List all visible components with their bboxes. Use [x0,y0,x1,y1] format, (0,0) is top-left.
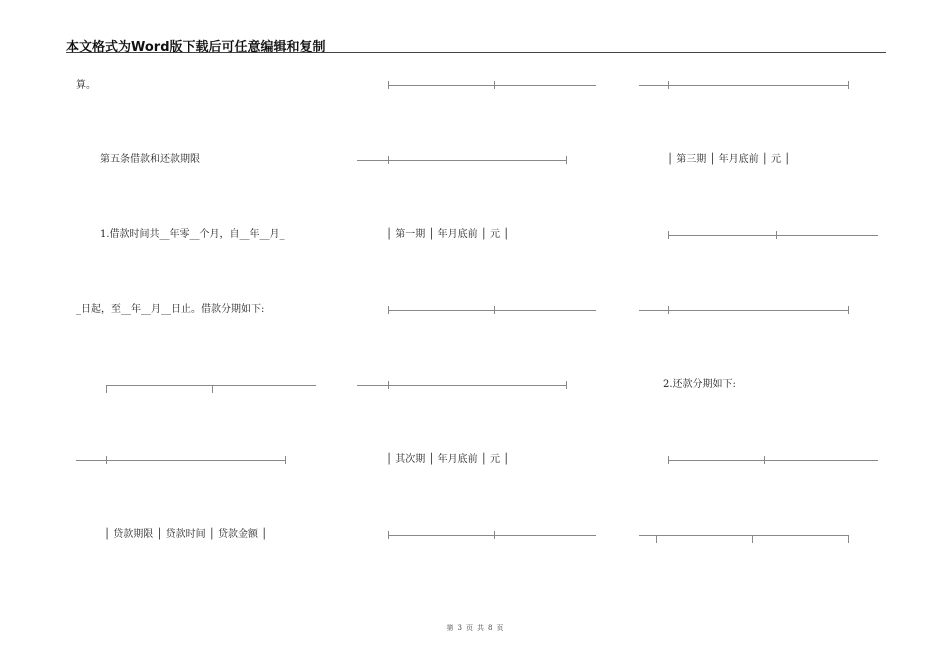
table-tick [752,535,753,543]
table-rule [388,85,596,86]
table-header-row: │ 贷款期限 │ 贷款时间 │ 贷款金额 │ [104,529,268,540]
article-title: 第五条借款和还款期限 [100,154,200,165]
table-tick [106,385,107,393]
table-tick [848,535,849,543]
table-tick [388,381,389,389]
table-rule [639,310,849,311]
table-row-second: │ 其次期 │ 年月底前 │ 元 │ [386,454,510,465]
footer-page-number: 3 [457,624,462,632]
table-tick [388,156,389,164]
loan-term-line-1: 1.借款时间共__年零__个月，自__年__月_ [100,229,285,240]
table-tick [388,306,389,314]
text-suan: 算。 [76,80,96,91]
table-tick [776,231,777,239]
table-tick [668,81,669,89]
table-rule [639,535,849,536]
table-tick [668,231,669,239]
table-rule [668,235,878,236]
table-rule [388,310,596,311]
footer-page-label: 第 [446,624,454,632]
table-tick [566,381,567,389]
table-row-first: │ 第一期 │ 年月底前 │ 元 │ [386,229,510,240]
table-row-third: │ 第三期 │ 年月底前 │ 元 │ [667,154,791,165]
table-rule [668,460,878,461]
page-footer [0,623,950,633]
table-tick [848,81,849,89]
table-rule [388,535,596,536]
table-tick [388,531,389,539]
table-rule [106,385,316,386]
table-tick [656,535,657,543]
table-tick [668,306,669,314]
table-tick [494,306,495,314]
table-tick [494,81,495,89]
table-tick [494,531,495,539]
page-header-title: 本文格式为Word版下载后可任意编辑和复制 [66,40,326,55]
table-tick [388,81,389,89]
footer-total-number: 8 [488,624,493,632]
table-tick [106,456,107,464]
table-tick [285,456,286,464]
table-rule [639,85,849,86]
table-tick [668,456,669,464]
table-tick [764,456,765,464]
footer-total-label: 共 [477,624,484,632]
footer-page-unit: 页 [466,624,473,632]
loan-term-line-2: _日起，至__年__月__日止。借款分期如下: [76,304,265,315]
footer-total-unit: 页 [496,624,504,632]
table-tick [566,156,567,164]
table-tick [848,306,849,314]
table-rule [76,460,286,461]
header-divider [66,52,886,53]
repayment-title: 2.还款分期如下: [663,379,736,390]
table-tick [212,385,213,393]
